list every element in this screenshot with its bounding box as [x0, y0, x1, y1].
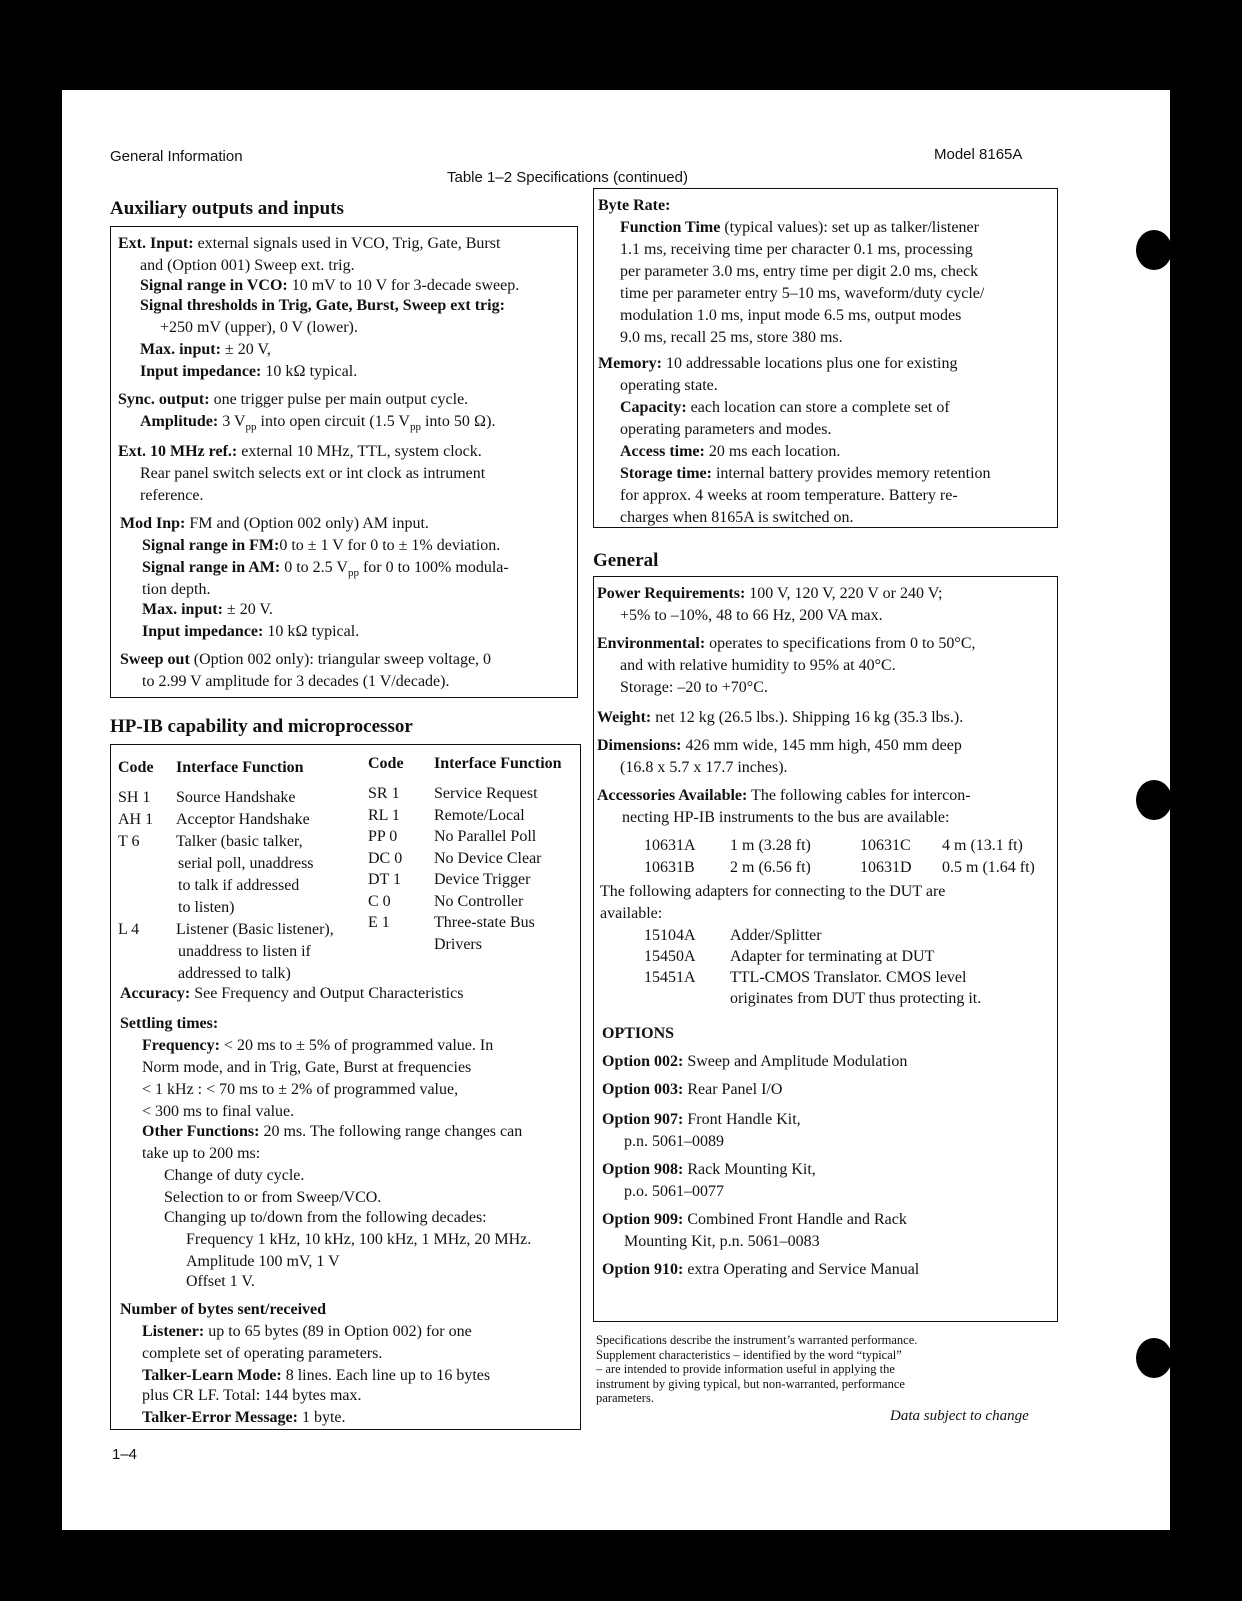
cable-cell: 0.5 m (1.64 ft)	[942, 859, 1035, 876]
line-text: 10 kΩ typical.	[263, 623, 360, 640]
line-label: Max. input:	[142, 601, 223, 618]
line-text: external signals used in VCO, Trig, Gate, Burst	[193, 235, 501, 252]
hpib-line	[142, 1322, 472, 1342]
document-page	[62, 90, 1170, 1530]
hpib-code: AH 1	[118, 811, 154, 828]
line-label: Talker-Learn Mode:	[142, 1367, 282, 1384]
line-text: operating parameters and modes.	[620, 421, 832, 438]
line-text: and with relative humidity to 95% at 40°C.	[620, 657, 896, 674]
byte-rate-line	[620, 486, 958, 506]
general-line	[620, 606, 883, 626]
line-text: and (Option 001) Sweep ext. trig.	[140, 257, 355, 274]
footnote-line: instrument by giving typical, but non-warranted, performance	[596, 1376, 905, 1391]
line-label: Storage time:	[620, 465, 712, 482]
line-text: 3 V	[218, 413, 246, 430]
aux-line	[140, 256, 355, 276]
general-line	[622, 808, 949, 828]
hpib-line	[142, 1122, 522, 1142]
hpib-function: serial poll, unaddress	[178, 855, 314, 872]
line-text: Rear panel switch selects ext or int clock as intrument	[140, 465, 486, 482]
general-line	[597, 708, 963, 728]
hpib-function: Source Handshake	[176, 789, 296, 806]
adapter-desc: originates from DUT thus protecting it.	[730, 990, 982, 1007]
adapters-intro: The following adapters for connecting to the DUT are	[600, 883, 946, 900]
line-label: Sync. output:	[118, 391, 210, 408]
byte-rate-line	[620, 284, 984, 304]
line-text: operating state.	[620, 377, 718, 394]
line-text: < 300 ms to final value.	[142, 1103, 295, 1120]
byte-rate-line	[620, 328, 843, 348]
line-text: Front Handle Kit,	[683, 1111, 801, 1128]
hpib-function: Three-state Bus	[434, 914, 535, 931]
line-label: Option 910:	[602, 1261, 684, 1278]
data-subject-note: Data subject to change	[890, 1408, 1029, 1424]
byte-rate-line	[620, 442, 840, 462]
hpib-line	[142, 1344, 382, 1364]
line-text: 100 V, 120 V, 220 V or 240 V;	[745, 585, 943, 602]
hpib-function: unaddress to listen if	[178, 943, 311, 960]
option-line	[624, 1232, 820, 1252]
byte-rate-line	[620, 464, 991, 484]
line-text: time per parameter entry 5–10 ms, waveform/duty cycle/	[620, 285, 985, 302]
line-text: Amplitude 100 mV, 1 V	[186, 1253, 340, 1270]
hpib-code: E 1	[368, 914, 390, 931]
footnote-line: – are intended to provide information useful in applying the	[596, 1362, 895, 1376]
line-text: operates to specifications from 0 to 50°C,	[705, 635, 976, 652]
line-text: Norm mode, and in Trig, Gate, Burst at frequencies	[142, 1059, 472, 1076]
line-text: 20 ms. The following range changes can	[259, 1123, 523, 1140]
hpib-line	[186, 1252, 340, 1272]
line-text: FM and (Option 002 only) AM input.	[185, 515, 429, 532]
line-label: Signal thresholds in Trig, Gate, Burst, Sweep ext trig:	[140, 297, 505, 314]
byte-rate-line	[620, 398, 950, 418]
hpib-col-header: Interface Function	[434, 755, 562, 772]
line-text: (Option 002 only): triangular sweep voltage, 0	[189, 651, 492, 668]
binder-hole	[1136, 1338, 1172, 1378]
adapter-part: 15104A	[644, 927, 696, 944]
line-text: +250 mV (upper), 0 V (lower).	[160, 319, 358, 336]
line-text: take up to 200 ms:	[142, 1145, 261, 1162]
line-label: Environmental:	[597, 635, 706, 652]
line-label: Weight:	[597, 709, 652, 726]
line-label: Other Functions:	[142, 1123, 260, 1140]
line-label: Settling times:	[120, 1015, 219, 1032]
byte-rate-line	[598, 196, 670, 216]
line-text: internal battery provides memory retention	[711, 465, 991, 482]
aux-line	[140, 296, 505, 316]
option-line	[602, 1210, 907, 1230]
line-text: to 2.99 V amplitude for 3 decades (1 V/decade).	[142, 673, 450, 690]
line-label: Option 908:	[602, 1161, 684, 1178]
hpib-line	[142, 1408, 346, 1428]
aux-line	[118, 442, 482, 462]
line-label: Accuracy:	[120, 985, 191, 1002]
line-text: necting HP-IB instruments to the bus are available:	[622, 809, 950, 826]
hpib-code: PP 0	[368, 828, 398, 845]
adapter-desc: TTL-CMOS Translator. CMOS level	[730, 969, 967, 986]
line-text: < 20 ms to ± 5% of programmed value. In	[219, 1037, 494, 1054]
cable-cell: 1 m (3.28 ft)	[730, 837, 811, 854]
adapter-part: 15450A	[644, 948, 696, 965]
hpib-function: Acceptor Handshake	[176, 811, 310, 828]
line-text: +5% to –10%, 48 to 66 Hz, 200 VA max.	[620, 607, 883, 624]
table-title: Table 1–2 Specifications (continued)	[447, 169, 688, 186]
line-label: Frequency:	[142, 1037, 220, 1054]
aux-title: Auxiliary outputs and inputs	[110, 198, 344, 219]
byte-rate-line	[620, 240, 973, 260]
line-text: extra Operating and Service Manual	[683, 1261, 920, 1278]
byte-rate-line	[620, 420, 831, 440]
page-number: 1–4	[112, 1446, 138, 1463]
line-text: 8 lines. Each line up to 16 bytes	[281, 1367, 491, 1384]
general-line	[597, 736, 962, 756]
general-line	[620, 758, 788, 778]
option-line	[602, 1260, 919, 1280]
option-line	[602, 1160, 816, 1180]
line-text: Change of duty cycle.	[164, 1167, 305, 1184]
hpib-function: No Controller	[434, 892, 524, 910]
line-text: p.o. 5061–0077	[624, 1183, 724, 1200]
option-line	[602, 1080, 782, 1100]
byte-rate-line	[620, 218, 979, 238]
hpib-code: RL 1	[368, 806, 400, 824]
line-text: See Frequency and Output Characteristics	[190, 985, 464, 1002]
line-label: Option 003:	[602, 1081, 684, 1098]
line-subscript: pp	[245, 421, 257, 434]
cable-cell: 10631C	[860, 837, 911, 854]
hpib-code: DT 1	[368, 871, 402, 888]
hpib-code: L 4	[118, 921, 140, 938]
line-text: reference.	[140, 487, 204, 504]
options-title: OPTIONS	[602, 1025, 675, 1042]
line-text: each location can store a complete set of	[686, 399, 950, 416]
adapter-desc: Adapter for terminating at DUT	[730, 948, 935, 965]
hpib-line	[142, 1366, 490, 1386]
hpib-col-header: Interface Function	[176, 759, 304, 776]
hpib-line	[164, 1188, 381, 1208]
footnote-line: parameters.	[596, 1391, 654, 1405]
hpib-code: C 0	[368, 892, 391, 910]
aux-line	[142, 580, 210, 600]
line-text: 1 byte.	[297, 1409, 346, 1426]
hpib-code: SH 1	[118, 789, 151, 806]
line-label: Input impedance:	[142, 623, 264, 640]
cable-cell: 10631B	[644, 859, 695, 876]
line-text: Sweep and Amplitude Modulation	[683, 1053, 908, 1070]
line-text: Storage: –20 to +70°C.	[620, 679, 768, 696]
line-label: Power Requirements:	[597, 585, 746, 602]
line-label: Access time:	[620, 443, 705, 460]
line-text: ± 20 V.	[222, 601, 273, 618]
hpib-function: Listener (Basic listener),	[176, 921, 334, 938]
line-label: Mod Inp:	[120, 515, 186, 532]
line-text: modulation 1.0 ms, input mode 6.5 ms, output modes	[620, 307, 962, 324]
line-label: Listener:	[142, 1323, 205, 1340]
byte-rate-line	[620, 306, 961, 326]
line-text: 10 mV to 10 V for 3-decade sweep.	[287, 277, 520, 294]
aux-line	[120, 650, 491, 670]
line-text: Frequency 1 kHz, 10 kHz, 100 kHz, 1 MHz, 20 MHz.	[186, 1231, 532, 1248]
line-label: Byte Rate:	[598, 197, 671, 214]
aux-line	[142, 672, 449, 692]
cable-cell: 2 m (6.56 ft)	[730, 859, 811, 876]
line-label: Amplitude:	[140, 413, 219, 430]
line-text: 1.1 ms, receiving time per character 0.1 ms, processing	[620, 241, 973, 258]
hpib-function: Service Request	[434, 785, 538, 802]
general-line	[620, 678, 768, 698]
hpib-code: T 6	[118, 833, 140, 850]
hpib-function: to listen)	[178, 899, 235, 916]
line-text: 0 to 2.5 V	[280, 559, 348, 576]
hpib-function: Device Trigger	[434, 871, 531, 888]
line-label: Max. input:	[140, 341, 221, 358]
adapters-intro: available:	[600, 905, 663, 922]
binder-hole	[1136, 230, 1172, 270]
cable-cell: 10631D	[860, 859, 912, 876]
line-label: Option 909:	[602, 1211, 684, 1228]
byte-rate-line	[620, 376, 718, 396]
line-text: The following cables for intercon-	[747, 787, 971, 804]
byte-rate-line	[620, 508, 853, 528]
option-line	[624, 1132, 724, 1152]
line-text: Rear Panel I/O	[683, 1081, 783, 1098]
aux-line	[118, 234, 500, 254]
line-text: per parameter 3.0 ms, entry time per digit 2.0 ms, check	[620, 263, 979, 280]
line-label: Memory:	[598, 355, 662, 372]
hpib-line	[164, 1208, 487, 1228]
hpib-code: SR 1	[368, 785, 400, 802]
footnote-line: Supplement characteristics – identified by the word “typical”	[596, 1347, 902, 1362]
line-label: Sweep out	[120, 651, 190, 668]
aux-line	[140, 464, 485, 484]
line-text: (typical values): set up as talker/listener	[720, 219, 979, 236]
hpib-line	[142, 1036, 493, 1056]
aux-line	[142, 600, 273, 620]
line-text: < 1 kHz : < 70 ms to ± 2% of programmed value,	[142, 1081, 459, 1098]
aux-line	[140, 276, 519, 296]
aux-line	[160, 318, 358, 338]
line-subscript: pp	[347, 567, 359, 580]
cable-cell: 4 m (13.1 ft)	[942, 837, 1023, 854]
line-text: p.n. 5061–0089	[624, 1133, 724, 1150]
hpib-function: Talker (basic talker,	[176, 833, 303, 850]
hpib-line	[142, 1080, 458, 1100]
adapter-desc: Adder/Splitter	[730, 927, 822, 944]
line-text: net 12 kg (26.5 lbs.). Shipping 16 kg (35.3 lbs.).	[651, 709, 964, 726]
hpib-line	[186, 1272, 255, 1292]
option-line	[624, 1182, 724, 1202]
line-text: (16.8 x 5.7 x 17.7 inches).	[620, 759, 788, 776]
aux-line	[120, 514, 429, 534]
line-text: one trigger pulse per main output cycle.	[209, 391, 469, 408]
general-line	[597, 634, 976, 654]
line-label: Talker-Error Message:	[142, 1409, 298, 1426]
hpib-function: Drivers	[434, 935, 482, 953]
line-label: Number of bytes sent/received	[120, 1301, 327, 1318]
header-left: General Information	[110, 148, 243, 165]
line-text: 9.0 ms, recall 25 ms, store 380 ms.	[620, 329, 843, 346]
line-label: Option 907:	[602, 1111, 684, 1128]
line-label: Signal range in VCO:	[140, 277, 288, 294]
general-title: General	[593, 550, 659, 571]
header-right: Model 8165A	[934, 146, 1023, 163]
general-line	[620, 656, 896, 676]
option-line	[602, 1110, 801, 1130]
line-label: Input impedance:	[140, 363, 262, 380]
line-text: for 0 to 100% modula-	[358, 559, 509, 576]
line-label: Capacity:	[620, 399, 687, 416]
hpib-function: Remote/Local	[434, 806, 525, 824]
aux-line	[118, 390, 468, 410]
hpib-function: No Parallel Poll	[434, 828, 537, 845]
hpib-col-header: Code	[368, 755, 404, 772]
line-text: Combined Front Handle and Rack	[683, 1211, 907, 1228]
line-text: Mounting Kit, p.n. 5061–0083	[624, 1233, 820, 1250]
hpib-function: to talk if addressed	[178, 877, 300, 894]
line-text: 10 kΩ typical.	[261, 363, 358, 380]
hpib-line	[142, 1058, 471, 1078]
line-text: Changing up to/down from the following decades:	[164, 1209, 487, 1226]
hpib-line	[142, 1144, 260, 1164]
line-text: into 50 Ω).	[420, 413, 496, 430]
hpib-line	[120, 1014, 218, 1034]
hpib-line	[164, 1166, 304, 1186]
line-text: for approx. 4 weeks at room temperature. Battery re-	[620, 487, 958, 504]
option-line	[602, 1052, 907, 1072]
line-label: Signal range in AM:	[142, 559, 281, 576]
line-subscript: pp	[409, 421, 421, 434]
line-text: charges when 8165A is switched on.	[620, 509, 854, 526]
hpib-title: HP-IB capability and microprocessor	[110, 716, 413, 737]
line-text: Selection to or from Sweep/VCO.	[164, 1189, 382, 1206]
line-label: Dimensions:	[597, 737, 682, 754]
hpib-line	[186, 1230, 531, 1250]
aux-line	[140, 412, 495, 437]
byte-rate-line	[620, 262, 978, 282]
line-label: Signal range in FM:	[142, 537, 280, 554]
line-text: external 10 MHz, TTL, system clock.	[237, 443, 482, 460]
hpib-line	[142, 1102, 294, 1122]
binder-hole	[1136, 780, 1172, 820]
line-text: ± 20 V,	[220, 341, 271, 358]
line-text: 0 to ± 1 V for 0 to ± 1% deviation.	[279, 537, 501, 554]
line-text: 20 ms each location.	[704, 443, 841, 460]
aux-line	[140, 362, 357, 382]
line-text: Offset 1 V.	[186, 1273, 255, 1290]
hpib-line	[120, 1300, 326, 1320]
hpib-line	[120, 984, 463, 1004]
line-text: 426 mm wide, 145 mm high, 450 mm deep	[681, 737, 962, 754]
adapter-part: 15451A	[644, 969, 696, 986]
aux-line	[140, 486, 204, 506]
general-line	[597, 584, 943, 604]
aux-line	[142, 622, 359, 642]
line-text: into open circuit (1.5 V	[256, 413, 410, 430]
hpib-col-header: Code	[118, 759, 154, 776]
hpib-code: DC 0	[368, 849, 403, 867]
general-line	[597, 786, 971, 806]
line-text: up to 65 bytes (89 in Option 002) for one	[204, 1323, 472, 1340]
line-label: Accessories Available:	[597, 787, 748, 804]
cable-cell: 10631A	[644, 837, 696, 854]
aux-line	[140, 340, 271, 360]
aux-line	[142, 536, 500, 556]
line-label: Function Time	[620, 219, 721, 236]
footnote-line: Specifications describe the instrument’s warranted performance.	[596, 1333, 918, 1347]
line-label: Ext. Input:	[118, 235, 194, 252]
line-label: Ext. 10 MHz ref.:	[118, 443, 238, 460]
line-text: tion depth.	[142, 581, 211, 598]
hpib-function: addressed to talk)	[178, 965, 291, 982]
hpib-function: No Device Clear	[434, 849, 542, 867]
hpib-line	[142, 1386, 362, 1406]
line-text: Rack Mounting Kit,	[683, 1161, 816, 1178]
byte-rate-line	[598, 354, 957, 374]
line-text: 10 addressable locations plus one for existing	[661, 355, 958, 372]
line-label: Option 002:	[602, 1053, 684, 1070]
line-text: complete set of operating parameters.	[142, 1345, 383, 1362]
line-text: plus CR LF. Total: 144 bytes max.	[142, 1387, 362, 1404]
